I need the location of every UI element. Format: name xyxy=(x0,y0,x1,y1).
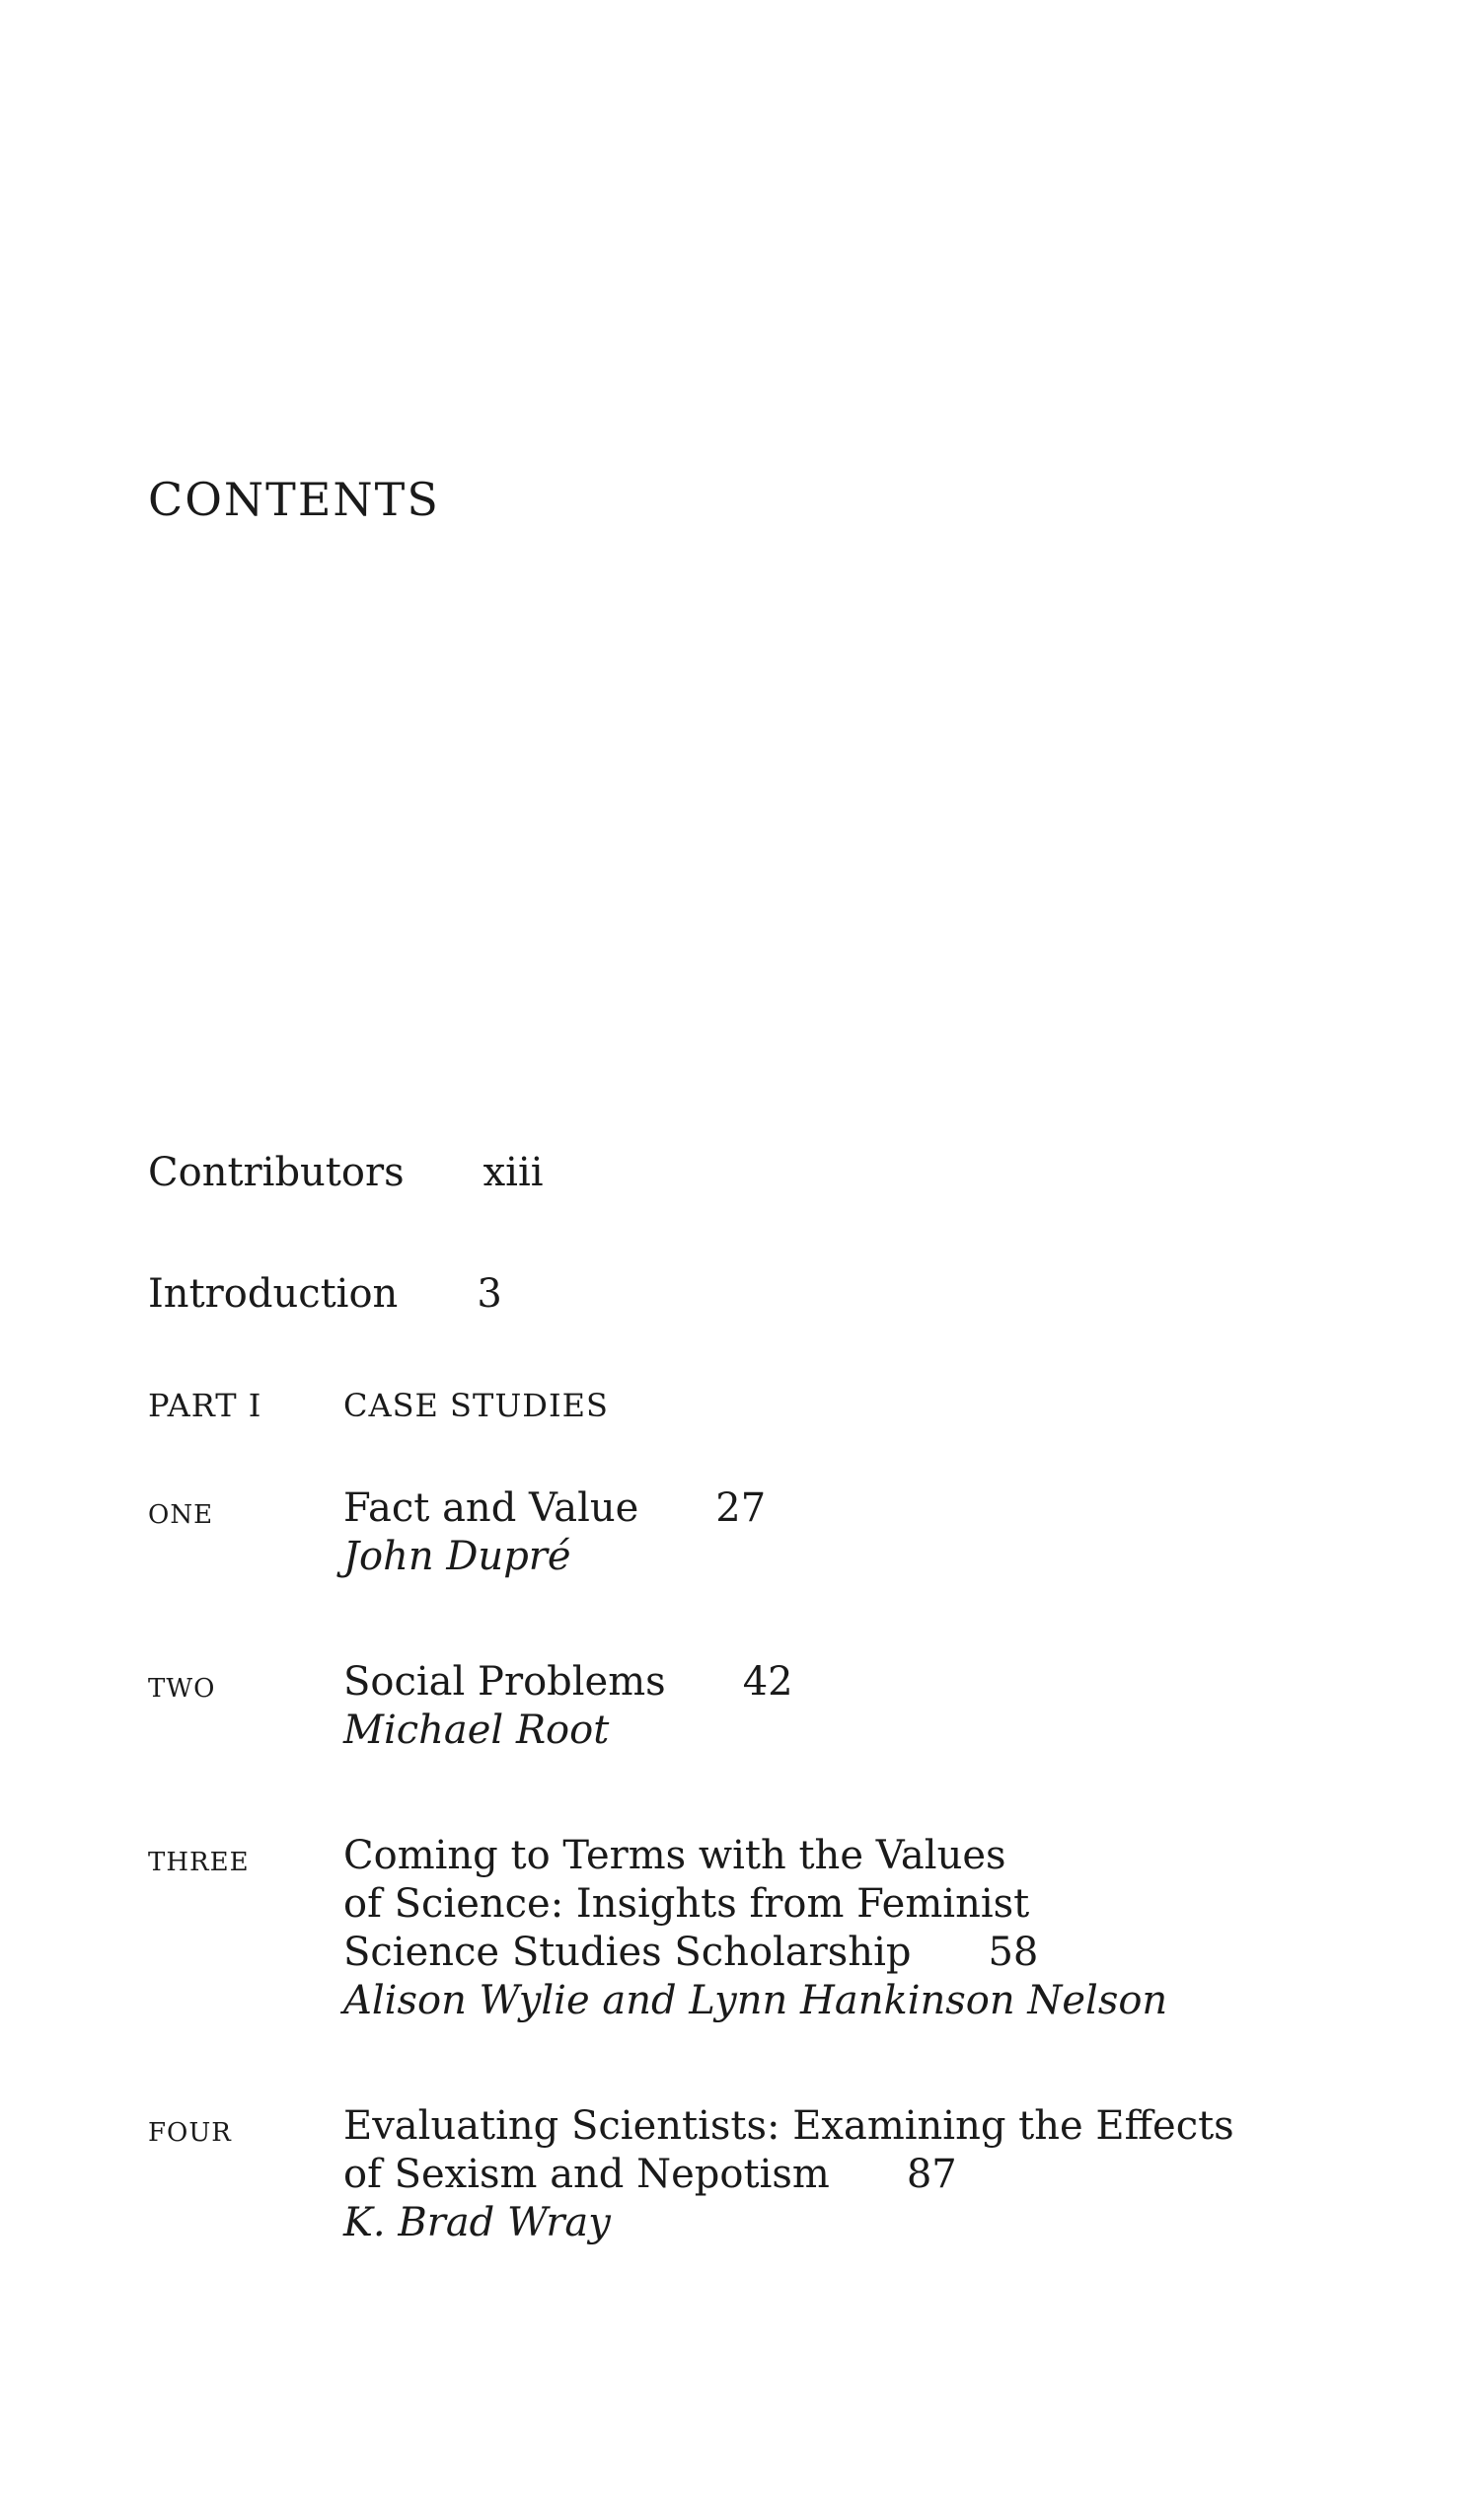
chapter-title-line xyxy=(343,1484,766,1533)
chapter-title-line xyxy=(343,1658,793,1707)
chapter-number: FOUR xyxy=(148,2118,232,2148)
part-label: PART I xyxy=(148,1387,262,1424)
chapter-author: Alison Wylie and Lynn Hankinson Nelson xyxy=(343,1978,1168,2023)
chapter-number: ONE xyxy=(148,1500,214,1530)
chapter-author: K. Brad Wray xyxy=(343,2200,611,2245)
chapter-page: 42 xyxy=(742,1659,793,1705)
chapter-number: TWO xyxy=(148,1674,216,1704)
chapter-title-line xyxy=(343,1929,1167,1977)
chapter-title-line xyxy=(343,2151,1234,2199)
chapter-title-line: of Science: Insights from Feminist xyxy=(343,1881,1030,1927)
chapter-number: THREE xyxy=(148,1848,250,1877)
chapter-page: 58 xyxy=(988,1930,1039,1975)
chapter-page: 87 xyxy=(906,2152,957,2197)
chapter-title-text: Science Studies Scholarship xyxy=(343,1930,912,1975)
chapter-title-text: Social Problems xyxy=(343,1659,666,1705)
chapter-title-line: Evaluating Scientists: Examining the Effects xyxy=(343,2103,1234,2149)
front-matter-label: Introduction xyxy=(148,1271,399,1317)
front-matter-page: 3 xyxy=(477,1271,502,1317)
chapter-title-line: Coming to Terms with the Values xyxy=(343,1833,1006,1878)
chapter-page: 27 xyxy=(715,1485,767,1531)
chapter-author: Michael Root xyxy=(343,1708,610,1753)
part-title: CASE STUDIES xyxy=(343,1387,609,1424)
chapter-entry-four xyxy=(343,2102,1234,2247)
chapter-entry-one xyxy=(343,1484,766,1581)
front-matter-label: Contributors xyxy=(148,1150,405,1195)
chapter-title-text: Fact and Value xyxy=(343,1485,639,1531)
chapter-entry-two xyxy=(343,1658,793,1755)
chapter-entry-three xyxy=(343,1832,1167,2025)
page-title: CONTENTS xyxy=(148,473,440,526)
front-matter-item-introduction xyxy=(148,1271,502,1317)
chapter-title-text: of Sexism and Nepotism xyxy=(343,2152,830,2197)
front-matter-item-contributors xyxy=(148,1150,544,1195)
chapter-author: John Dupré xyxy=(343,1534,571,1579)
front-matter-page: xiii xyxy=(482,1150,544,1195)
